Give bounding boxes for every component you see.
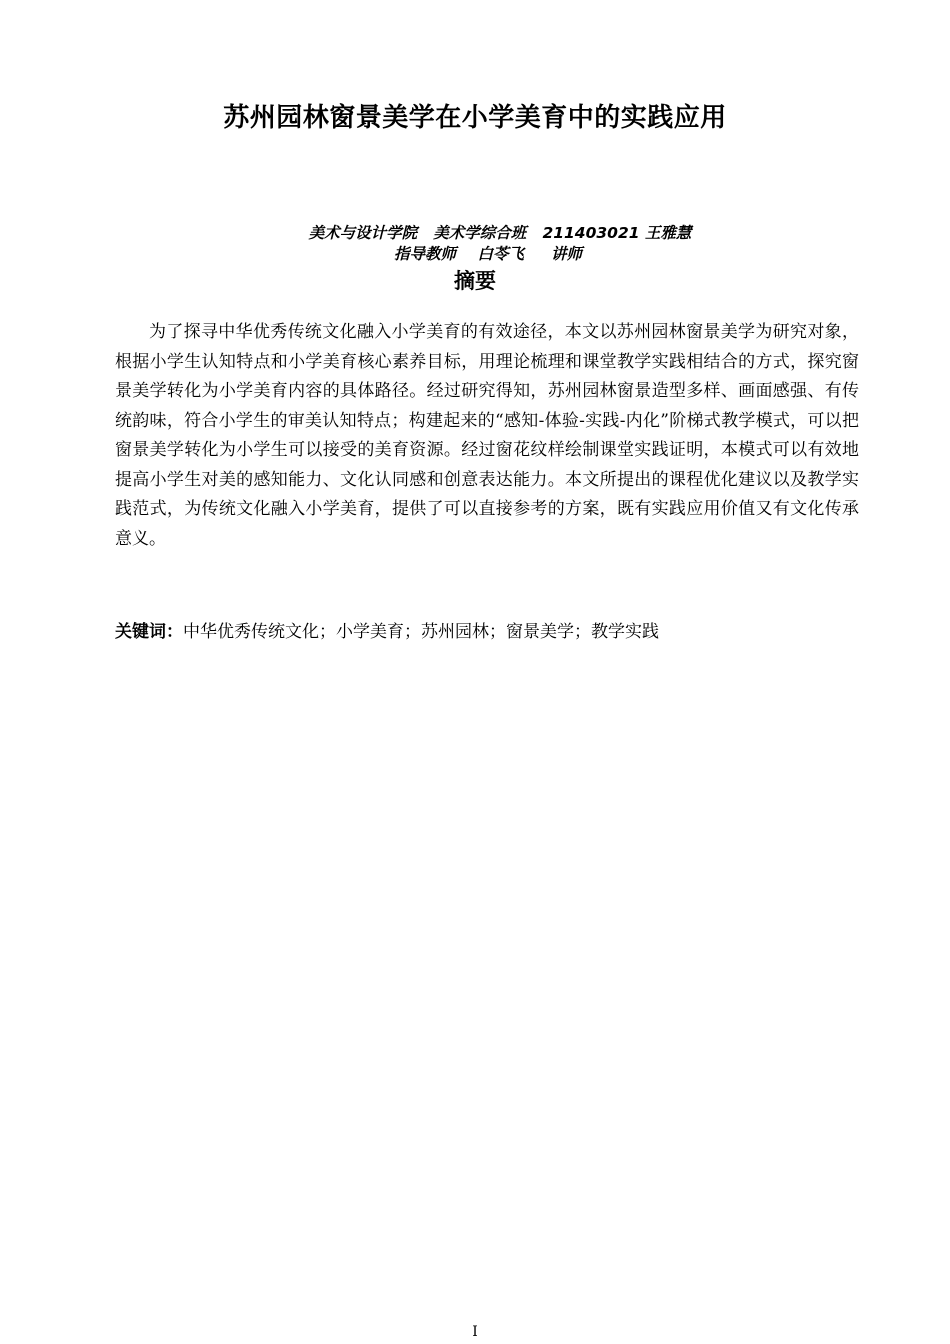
- author-info: 美术与设计学院 美术学综合班 211403021 王雅慧: [308, 224, 692, 242]
- paper-title: 苏州园林窗景美学在小学美育中的实践应用: [223, 103, 727, 133]
- keywords-label: 关键词：: [115, 622, 183, 642]
- page-number: I: [472, 1324, 478, 1340]
- keywords-text: 中华优秀传统文化；小学美育；苏州园林；窗景美学；教学实践: [183, 622, 659, 642]
- advisor-info: 指导教师 白苓飞 讲师: [393, 245, 583, 263]
- keywords-line: [115, 618, 859, 646]
- abstract-body: 为了探寻中华优秀传统文化融入小学美育的有效途径，本文以苏州园林窗景美学为研究对象，根据小学生认知特点和小学美育核心素养目标，用理论梳理和课堂教学实践相结合的方式，探究窗景美学转化为小学美育内容的具体路径。经过研究得知，苏州园林窗景造型多样、画面感强、有传统韵味，符合小学生的审美认知特点；构建起来的“感知-体验-实践-内化”阶梯式教学模式，可以把窗景美学转化为小学生可以接受的美育资源。经过窗花纹样绘制课堂实践证明，本模式可以有效地提高小学生对美的感知能力、文化认同感和创意表达能力。本文所提出的课程优化建议以及教学实践范式，为传统文化融入小学美育，提供了可以直接参考的方案，既有实践应用价值又有文化传承意义。: [115, 322, 859, 549]
- abstract-heading: 摘要: [454, 269, 496, 293]
